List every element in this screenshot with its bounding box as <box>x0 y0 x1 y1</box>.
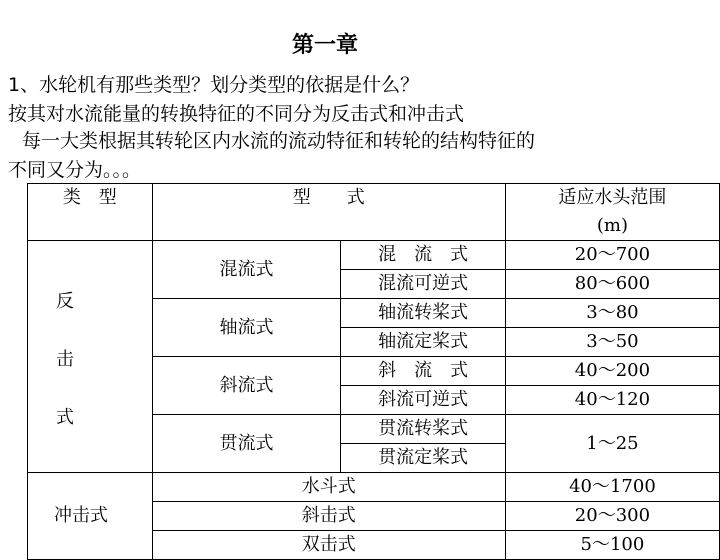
range-cell: 40～1700 <box>505 473 719 502</box>
table-header-row <box>28 184 720 241</box>
header-range-unit: (m) <box>596 215 628 236</box>
header-form: 型 式 <box>152 184 505 241</box>
reaction-category-cell <box>28 241 153 473</box>
reaction-char-3: 式 <box>56 407 74 428</box>
form-cell: 双击式 <box>152 531 505 560</box>
answer-line-1: 按其对水流能量的转换特征的不同分为反击式和冲击式 <box>8 103 465 125</box>
table-row <box>28 473 720 502</box>
range-cell: 40～200 <box>505 357 719 386</box>
answer-line-2: 每一大类根据其转轮区内水流的流动特征和转轮的结构特征的 <box>22 130 536 152</box>
turbine-type-table <box>27 183 720 560</box>
form-cell: 贯流定桨式 <box>341 444 505 473</box>
question-text: 1、水轮机有那些类型？划分类型的依据是什么？ <box>8 74 420 96</box>
range-cell: 3～80 <box>505 299 719 328</box>
range-cell: 20～300 <box>505 502 719 531</box>
group-name-francis: 混流式 <box>152 241 341 299</box>
answer-line-3: 不同又分为。。。 <box>8 159 142 181</box>
chapter-heading: 第一章 <box>291 33 358 58</box>
form-cell: 轴流转桨式 <box>341 299 505 328</box>
range-cell: 3～50 <box>505 328 719 357</box>
range-cell: 5～100 <box>505 531 719 560</box>
form-cell: 混流可逆式 <box>341 270 505 299</box>
header-type: 类 型 <box>28 184 153 241</box>
header-range <box>505 184 719 241</box>
group-name-axial: 轴流式 <box>152 299 341 357</box>
reaction-char-1: 反 <box>56 291 74 312</box>
group-name-tubular: 贯流式 <box>152 415 341 473</box>
range-cell: 20～700 <box>505 241 719 270</box>
reaction-char-2: 击 <box>56 349 74 370</box>
form-cell: 混 流 式 <box>341 241 505 270</box>
form-cell: 贯流转桨式 <box>341 415 505 444</box>
form-cell: 水斗式 <box>152 473 505 502</box>
form-cell: 斜 流 式 <box>341 357 505 386</box>
header-range-label: 适应水头范围 <box>558 187 667 208</box>
form-cell: 轴流定桨式 <box>341 328 505 357</box>
impact-category-cell: 冲击式 <box>28 473 153 560</box>
range-cell: 1～25 <box>505 415 719 473</box>
form-cell: 斜击式 <box>152 502 505 531</box>
range-cell: 40～120 <box>505 386 719 415</box>
form-cell: 斜流可逆式 <box>341 386 505 415</box>
range-cell: 80～600 <box>505 270 719 299</box>
group-name-diagonal: 斜流式 <box>152 357 341 415</box>
table-row <box>28 241 720 270</box>
